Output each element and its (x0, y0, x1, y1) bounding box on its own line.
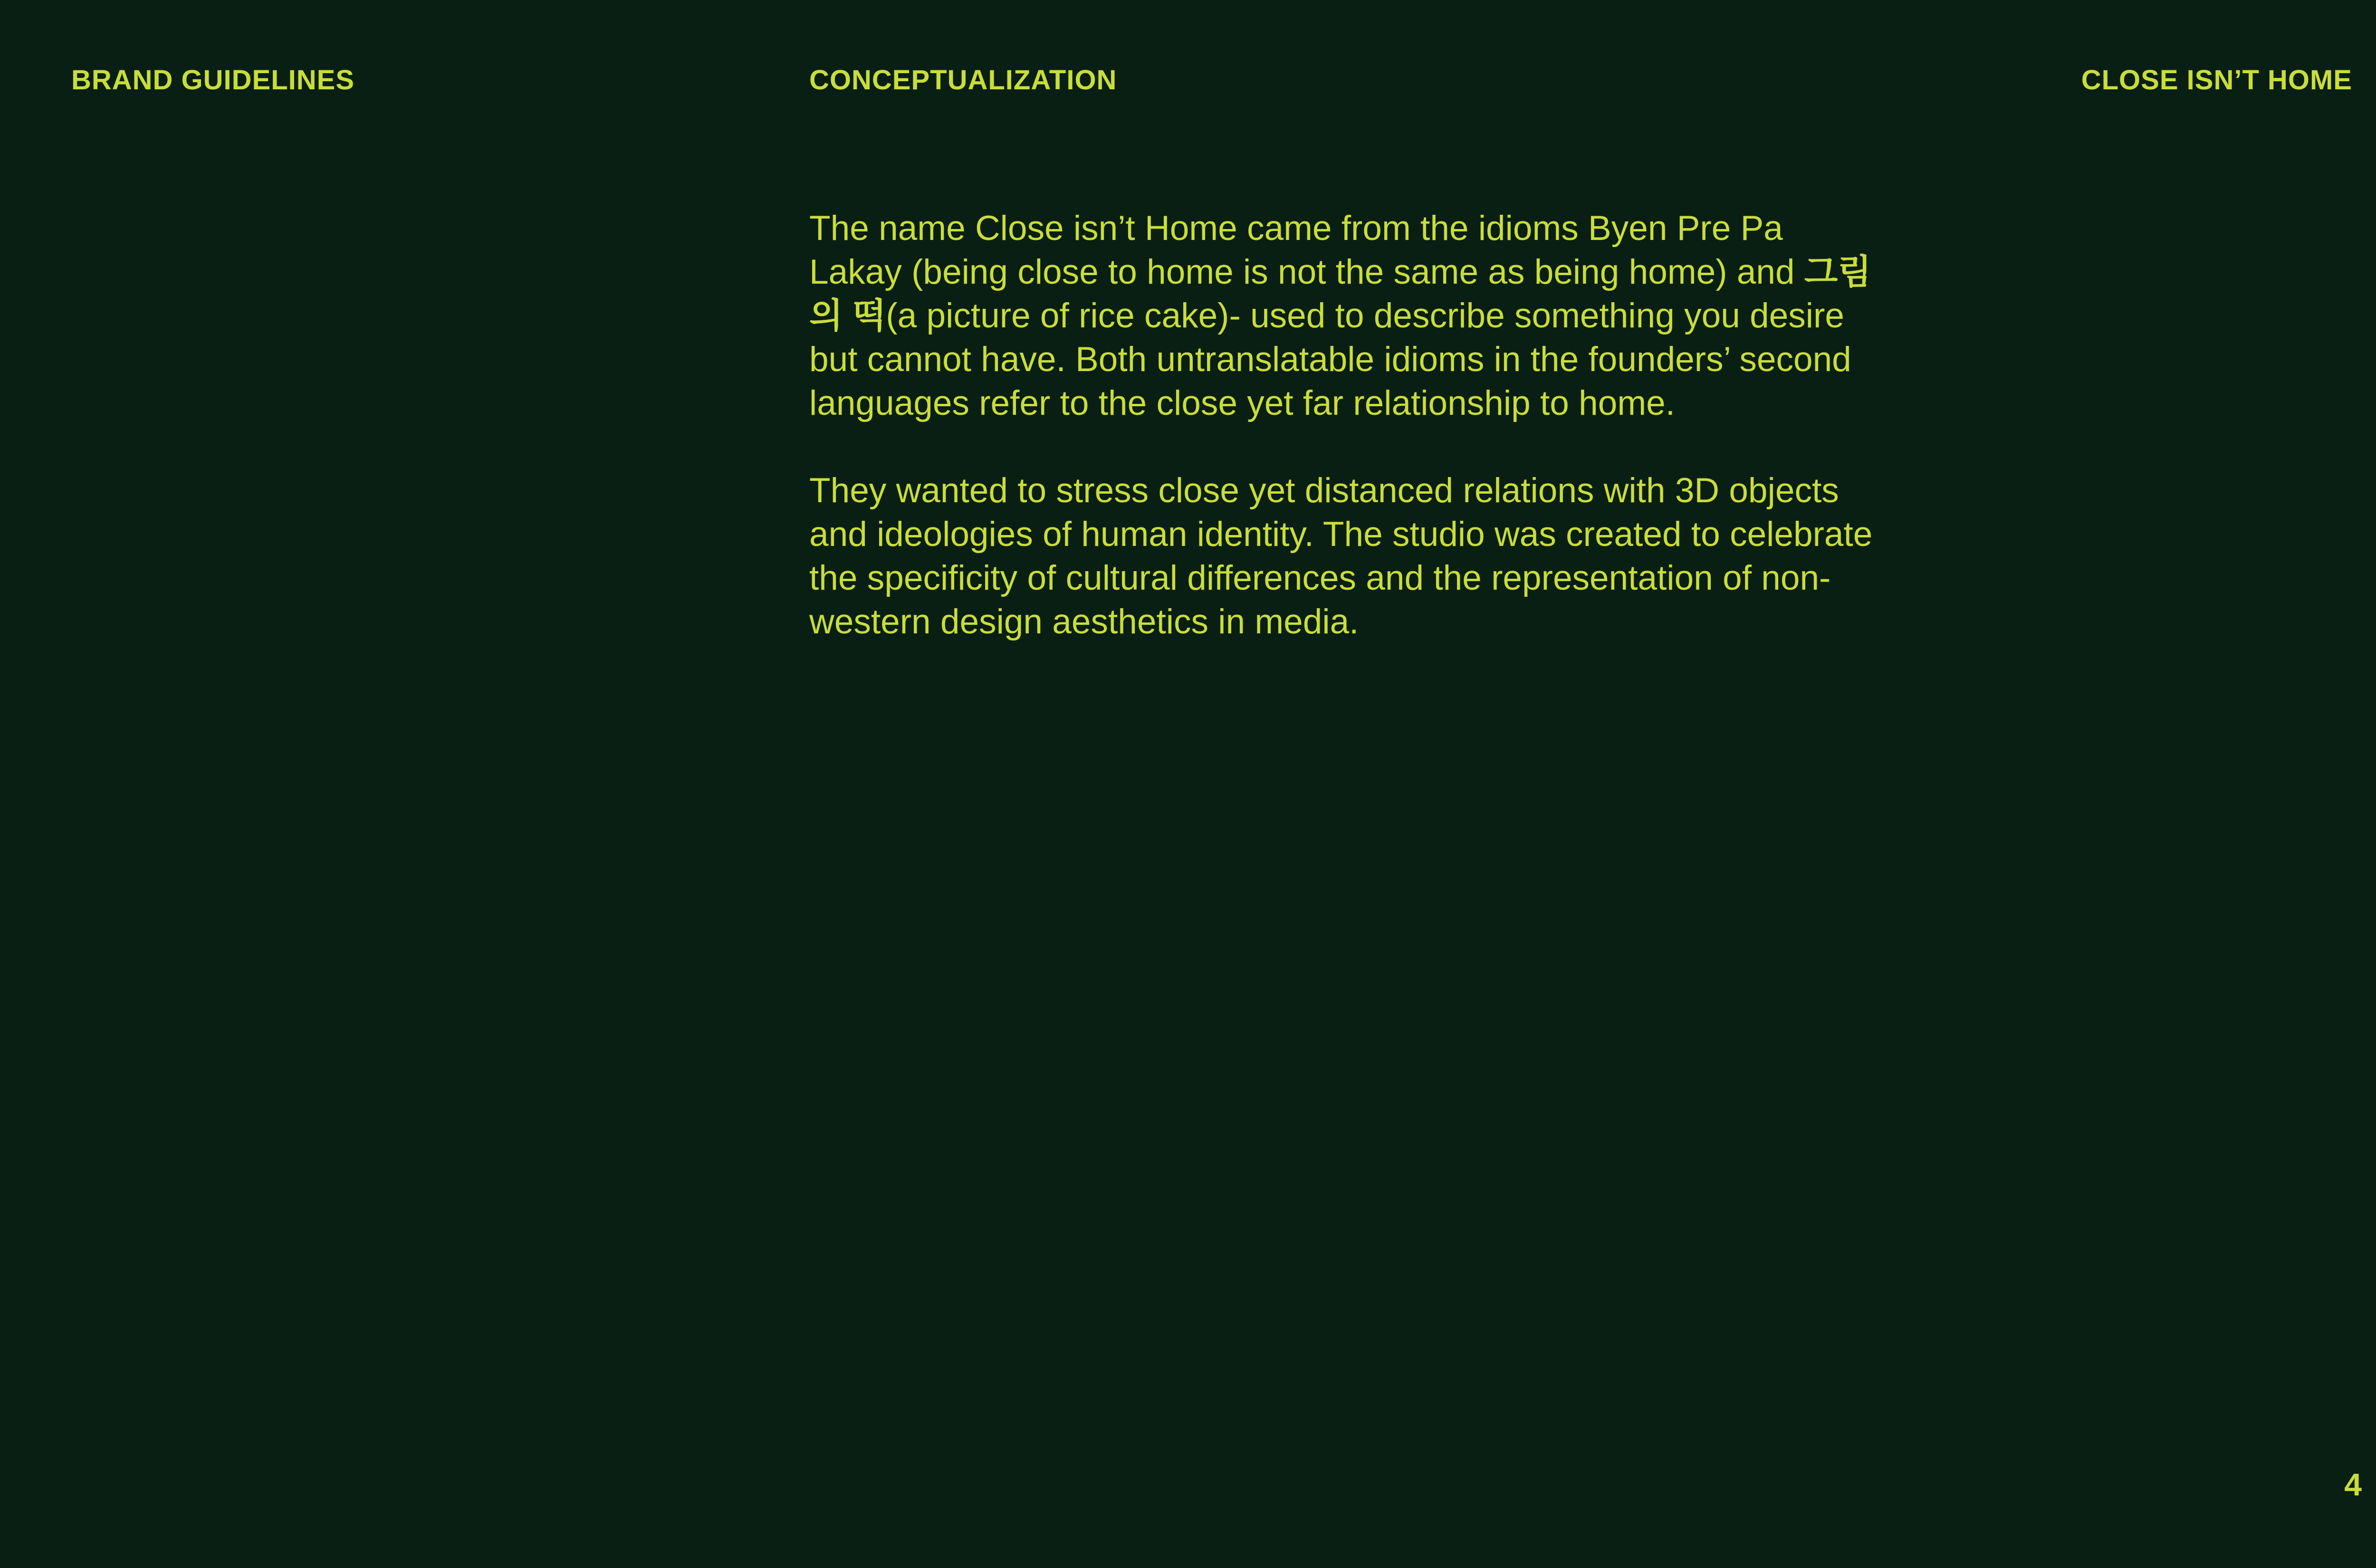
paragraph-2: They wanted to stress close yet distanced relations with 3D objects and ideologies of human identity. The studio was created to celebrate the specificity of cultural differences and the representation of non-western design aesthetics in media. (809, 471, 1873, 641)
section-title: CONCEPTUALIZATION (809, 65, 1117, 96)
paragraph-1-rest: (a picture of rice cake)- used to describe something you desire but cannot have. Both untranslatable idioms in the founders’ second languages refer to the close yet far relationship to home. (809, 296, 1851, 422)
paragraph-1-intro: The name Close isn’t Home came from the idioms Byen Pre Pa Lakay (being close to home is not the same as being home) and (809, 209, 1804, 291)
brand-name-label: CLOSE ISN’T HOME (2081, 65, 2352, 96)
page-number: 4 (2344, 1467, 2362, 1502)
body-content (809, 207, 1883, 688)
brand-guidelines-label: BRAND GUIDELINES (71, 65, 355, 96)
paragraph-1 (809, 207, 1883, 425)
korean-idiom: 그림의 떡 (809, 253, 1871, 335)
